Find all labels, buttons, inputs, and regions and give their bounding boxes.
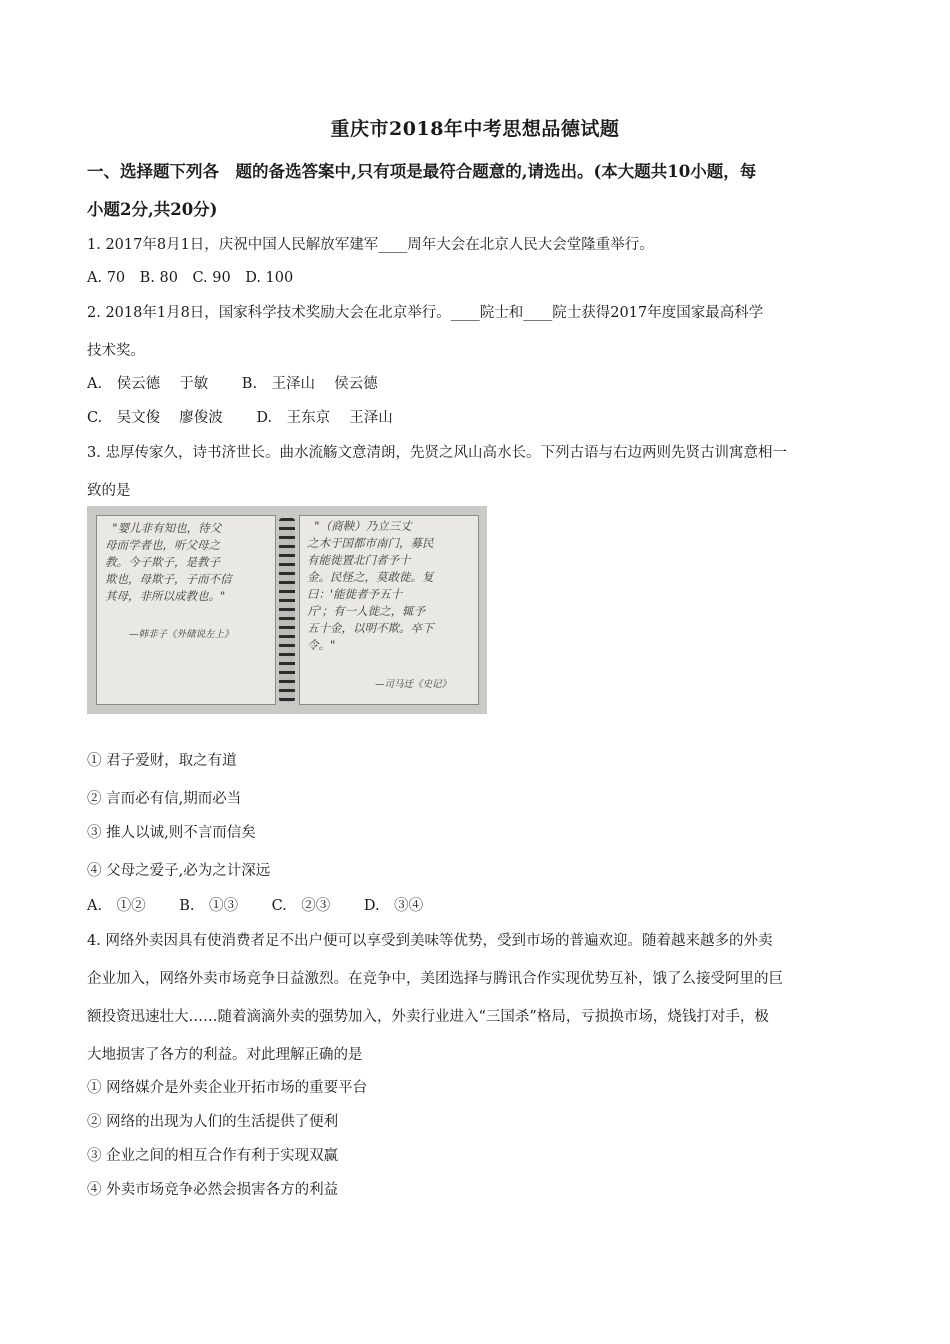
q4-stem-line1: 4. 网络外卖因具有使消费者足不出户便可以享受到美味等优势，受到市场的普遍欢迎。随着越来越多的外卖 xyxy=(87,933,773,949)
q4-item-1: ① 网络媒介是外卖企业开拓市场的重要平台 xyxy=(87,1080,368,1096)
q2-stem-line2: 技术奖。 xyxy=(87,343,145,359)
q3-stem-line1: 3. 忠厚传家久，诗书济世长。曲水流觞文意清朗，先贤之风山高水长。下列古语与右边两则先贤古训寓意相一 xyxy=(87,445,787,461)
q4-stem-line2: 企业加入，网络外卖市场竞争日益激烈。在竞争中，美团选择与腾讯合作实现优势互补，饿了么接受阿里的巨 xyxy=(87,971,783,987)
q2-options-row1: A. 侯云德 于敏 B. 王泽山 侯云德 xyxy=(87,376,378,392)
page-title: 重庆市2018年中考思想品德试题 xyxy=(330,118,620,140)
q2-stem-line1: 2. 2018年1月8日，国家科学技术奖励大会在北京举行。____院士和____院士获得2017年度国家最高科学 xyxy=(87,305,764,321)
q4-stem-line4: 大地损害了各方的利益。对此理解正确的是 xyxy=(87,1047,363,1063)
q3-item-1: ① 君子爱财，取之有道 xyxy=(87,753,237,769)
q3-item-4: ④ 父母之爱子,必为之计深远 xyxy=(87,863,271,879)
notebook-spiral xyxy=(279,518,295,702)
left-quote-text: "婴儿非有知也，待父 母而学者也，听父母之 教。今子欺子，是教子 欺也，母欺子，子而不信 其母，非所以成教也。" xyxy=(105,521,232,603)
q4-item-2: ② 网络的出现为人们的生活提供了便利 xyxy=(87,1114,339,1130)
right-quote-text: "（商鞅）乃立三丈 之木于国都市南门，募民 有能徙置北门者予十 金。民怪之，莫敢徙。复 曰：'能徙者予五十 斤'；有一人徙之，辄予 五十金，以明不欺。卒下 令。" xyxy=(307,519,434,652)
notebook-image xyxy=(87,506,487,714)
q4-item-4: ④ 外卖市场竞争必然会损害各方的利益 xyxy=(87,1182,339,1198)
q3-item-2: ② 言而必有信,期而必当 xyxy=(87,791,242,807)
q3-item-3: ③ 推人以诚,则不言而信矣 xyxy=(87,825,256,841)
q1-options: A. 70 B. 80 C. 90 D. 100 xyxy=(87,270,294,286)
q4-item-3: ③ 企业之间的相互合作有利于实现双赢 xyxy=(87,1148,339,1164)
q1-stem: 1. 2017年8月1日，庆祝中国人民解放军建军____周年大会在北京人民大会堂隆重举行。 xyxy=(87,237,654,253)
q3-stem-line2: 致的是 xyxy=(87,483,131,499)
left-quote-source: —韩非子《外储说左上》 xyxy=(129,629,234,640)
q2-options-row2: C. 吴文俊 廖俊波 D. 王东京 王泽山 xyxy=(87,410,393,426)
section-heading-line2: 小题2分,共20分) xyxy=(87,200,218,219)
q4-stem-line3: 额投资迅速壮大……随着滴滴外卖的强势加入，外卖行业进入“三国杀”格局，亏损换市场，烧钱打对手，极 xyxy=(87,1009,769,1025)
q3-options: A. ①② B. ①③ C. ②③ D. ③④ xyxy=(87,898,424,914)
section-heading-line1: 一、选择题下列各 题的备选答案中,只有项是最符合题意的,请选出。(本大题共10小题，每 xyxy=(87,162,757,181)
right-quote-source: —司马迁《史记》 xyxy=(375,679,452,690)
